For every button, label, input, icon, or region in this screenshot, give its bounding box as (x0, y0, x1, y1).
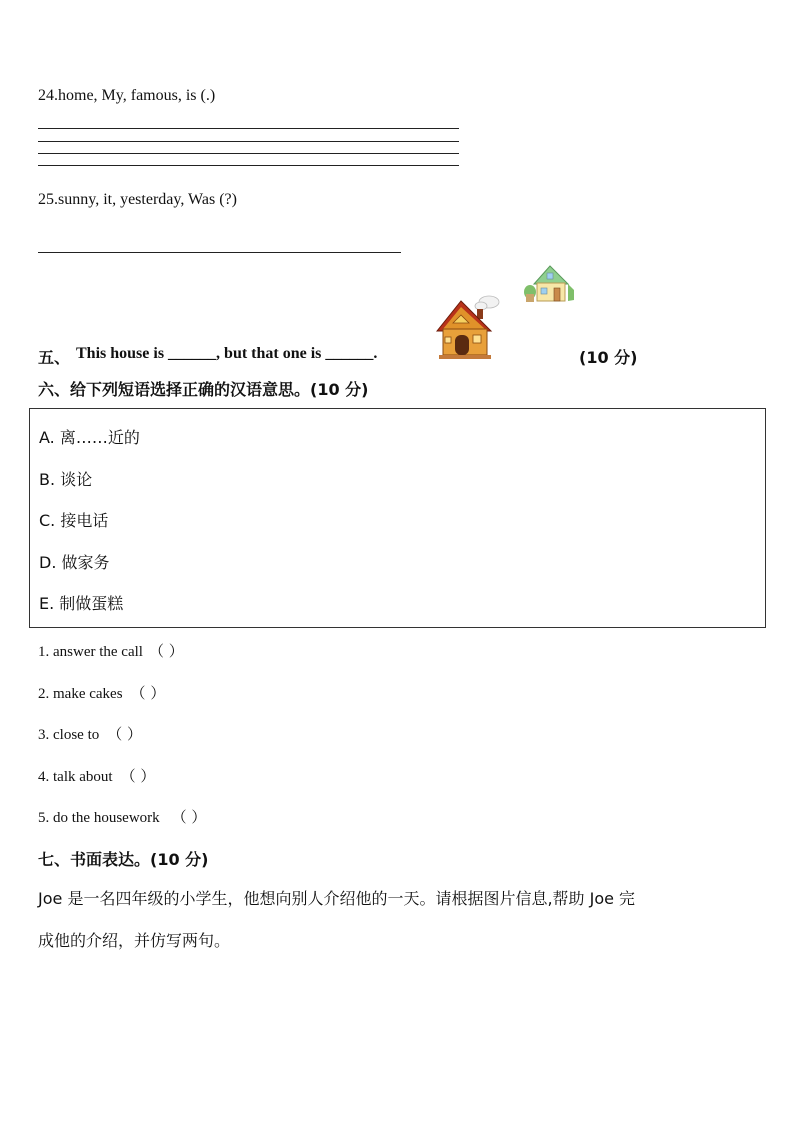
phrase: 4. talk about (38, 769, 113, 785)
option-c: C. 接电话 (39, 511, 109, 530)
answer-line[interactable] (38, 252, 401, 253)
answer-line[interactable] (38, 141, 459, 142)
section-6-title: 六、给下列短语选择正确的汉语意思。(10 分) (38, 380, 369, 399)
matching-item-4 (38, 765, 155, 786)
answer-line[interactable] (38, 153, 459, 154)
option-e: E. 制做蛋糕 (39, 594, 124, 613)
section-5-label: 五、 (38, 348, 71, 367)
option-d: D. 做家务 (39, 553, 110, 572)
big-house-illustration (433, 293, 505, 361)
matching-item-1 (38, 640, 184, 661)
section-5-sentence: This house is ______, but that one is ______. (76, 345, 378, 362)
question-24: 24.home, My, famous, is (.) (38, 87, 216, 104)
matching-item-3 (38, 723, 142, 744)
option-a: A. 离……近的 (39, 428, 140, 447)
answer-blank[interactable]: （ ） (120, 767, 156, 785)
matching-item-2 (38, 682, 165, 703)
small-house-illustration (522, 262, 578, 304)
section-7-body-line1: Joe 是一名四年级的小学生，他想向别人介绍他的一天。请根据图片信息,帮助 Joe 完 (38, 889, 636, 908)
option-b: B. 谈论 (39, 470, 93, 489)
section-7-body-line2: 成他的介绍，并仿写两句。 (38, 931, 231, 950)
answer-line[interactable] (38, 165, 459, 166)
phrase: 2. make cakes (38, 686, 123, 702)
answer-blank[interactable]: （ ） (130, 684, 166, 702)
section-7-title: 七、书面表达。(10 分) (38, 850, 209, 869)
phrase: 1. answer the call (38, 644, 143, 660)
matching-item-5 (38, 806, 206, 827)
question-25: 25.sunny, it, yesterday, Was (?) (38, 191, 237, 208)
phrase: 5. do the housework (38, 810, 160, 826)
answer-blank[interactable]: （ ） (148, 642, 184, 660)
options-box (29, 408, 766, 628)
answer-blank[interactable]: （ ） (107, 725, 143, 743)
answer-line[interactable] (38, 128, 459, 129)
phrase: 3. close to (38, 727, 100, 743)
section-5-score: (10 分) (579, 348, 638, 367)
answer-blank[interactable]: （ ） (171, 808, 207, 826)
